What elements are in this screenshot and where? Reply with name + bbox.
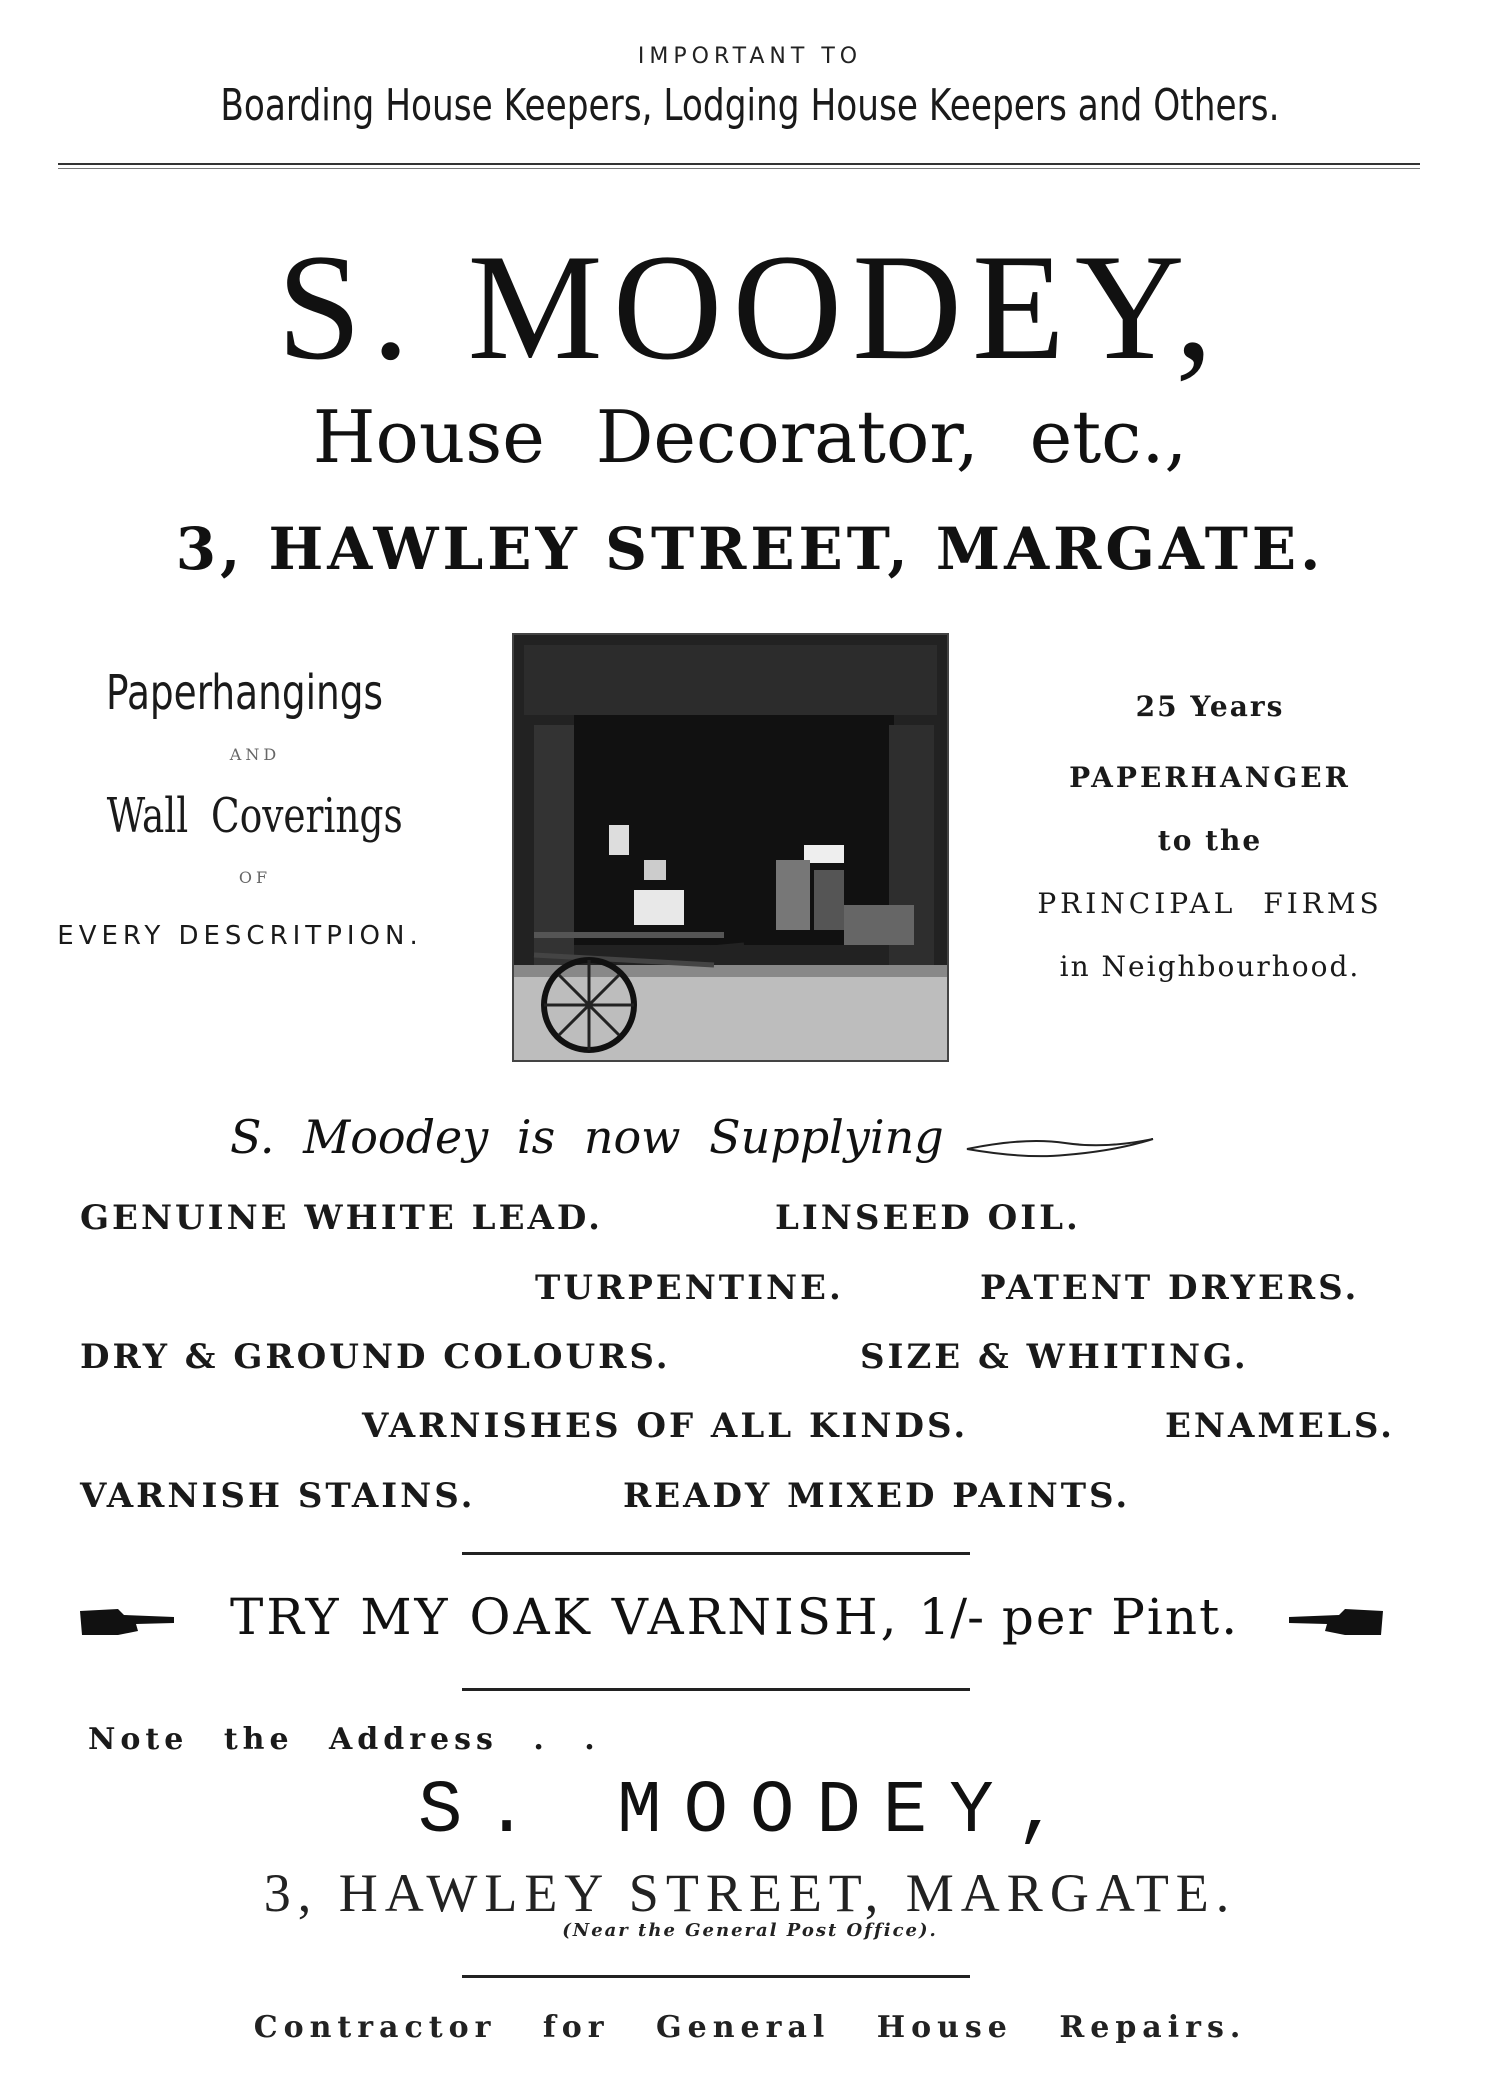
footer-divider: [462, 1975, 970, 1978]
important-to-label: IMPORTANT TO: [637, 44, 863, 69]
paperhangings-label: Paperhangings: [106, 665, 384, 721]
item-varnishes: VARNISHES OF ALL KINDS.: [362, 1406, 969, 1446]
pointing-hand-left-icon: [1285, 1605, 1385, 1639]
left-panel: [40, 665, 470, 1045]
footer-business-name: S. MOODEY,: [417, 1770, 1083, 1854]
business-name: S. MOODEY,: [276, 223, 1224, 391]
paperhanger-label: PAPERHANGER: [1069, 761, 1351, 794]
audience-line: [0, 80, 1500, 131]
item-patent-dryers: PATENT DRYERS.: [980, 1268, 1360, 1308]
item-mixed-paints: READY MIXED PAINTS.: [623, 1476, 1131, 1516]
contractor-line: Contractor for General House Repairs.: [253, 2010, 1247, 2045]
near-post-office-note: (Near the General Post Office).: [562, 1920, 938, 1941]
item-linseed-oil: LINSEED OIL.: [775, 1198, 1081, 1238]
and-label: AND: [229, 745, 281, 764]
promo-per-pint: per Pint.: [983, 1588, 1240, 1646]
supplying-heading-row: [230, 1110, 1230, 1169]
item-enamels: ENAMELS.: [1165, 1406, 1396, 1446]
principal-firms-label: PRINCIPAL FIRMS: [1037, 887, 1383, 920]
to-the-label: to the: [1157, 824, 1263, 857]
item-varnish-stains: VARNISH STAINS.: [80, 1476, 476, 1516]
promo-line: [230, 1588, 1280, 1646]
item-colours: DRY & GROUND COLOURS.: [80, 1337, 671, 1377]
promo-price: 1/-: [918, 1588, 984, 1646]
header-divider: [58, 163, 1420, 169]
item-size-whiting: SIZE & WHITING.: [860, 1337, 1249, 1377]
neighbourhood-label: in Neighbourhood.: [1059, 950, 1361, 983]
shopfront-photo: [512, 633, 949, 1062]
item-white-lead: GENUINE WHITE LEAD.: [80, 1198, 603, 1238]
promo-text: TRY MY OAK VARNISH,: [230, 1588, 919, 1646]
wall-coverings-label: Wall Coverings: [107, 788, 403, 844]
footer-address: 3, HAWLEY STREET, MARGATE.: [263, 1863, 1237, 1923]
years-label: 25 Years: [1135, 690, 1285, 723]
promo-divider: [462, 1688, 970, 1691]
business-address: 3, HAWLEY STREET, MARGATE.: [175, 515, 1325, 583]
every-description-label: EVERY DESCRITPION.: [57, 921, 423, 951]
audience-text: Boarding House Keepers, Lodging House Keepers and Others.: [220, 80, 1280, 131]
item-turpentine: TURPENTINE.: [535, 1268, 844, 1308]
right-panel: [990, 690, 1430, 983]
supplying-heading: S. Moodey is now Supplying: [230, 1110, 944, 1164]
note-address-label: Note the Address . .: [88, 1722, 600, 1757]
flourish-ornament: [965, 1129, 1155, 1169]
business-trade: House Decorator, etc.,: [312, 395, 1188, 479]
shopfront-illustration: [514, 635, 947, 1060]
of-label: OF: [238, 868, 272, 887]
supplying-divider: [462, 1552, 970, 1555]
pointing-hand-right-icon: [78, 1605, 178, 1639]
